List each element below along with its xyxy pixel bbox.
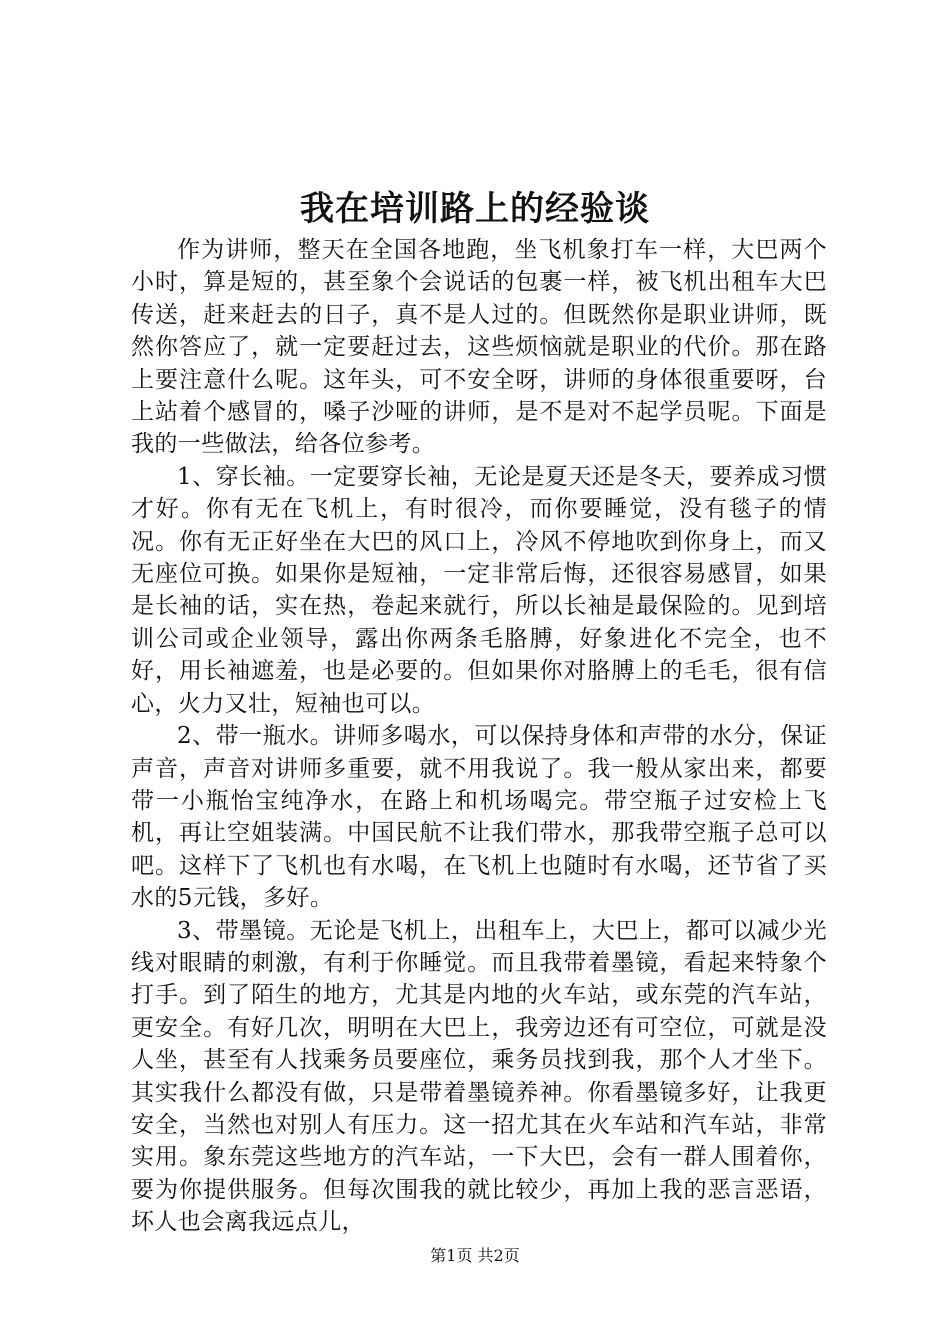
paragraph-long-sleeves: 1、穿长袖。一定要穿长袖，无论是夏天还是冬天，要养成习惯才好。你有无在飞机上，有时很冷，而你要睡觉，没有毯子的情况。你有无正好坐在大巴的风口上，冷风不停地吹到你身上，而又无座位可换。如果你是短袖，一定非常后悔，还很容易感冒，如果是长袖的话，实在热，卷起来就行，所以长袖是最保险的。见到培训公司或企业领导，露出你两条毛胳膊，好象进化不完全，也不好，用长袖遮羞，也是必要的。但如果你对胳膊上的毛毛，很有信心，火力又壮，短袖也可以。 <box>131 463 827 717</box>
paragraph-sunglasses: 3、带墨镜。无论是飞机上，出租车上，大巴上，都可以减少光线对眼睛的刺激，有利于你睡觉。而且我带着墨镜，看起来特象个打手。到了陌生的地方，尤其是内地的火车站，或东莞的汽车站，更安全。有好几次，明明在大巴上，我旁边还有可空位，可就是没人坐，甚至有人找乘务员要座位，乘务员找到我，那个人才坐下。其实我什么都没有做，只是带着墨镜养神。你看墨镜多好，让我更安全，当然也对别人有压力。这一招尤其在火车站和汽车站，非常实用。象东莞这些地方的汽车站，一下大巴，会有一群人围着你，要为你提供服务。但每次围我的就比较少，再加上我的恶言恶语，坏人也会离我远点儿， <box>131 917 827 1236</box>
page-number: 第1页 <box>430 1246 473 1265</box>
paragraph-intro: 作为讲师，整天在全国各地跑，坐飞机象打车一样，大巴两个小时，算是短的，甚至象个会说话的包裹一样，被飞机出租车大巴传送，赶来赶去的日子，真不是人过的。但既然你是职业讲师，既然你答应了，就一定要赶过去，这些烦恼就是职业的代价。那在路上要注意什么呢。这年头，可不安全呀，讲师的身体很重要呀，台上站着个感冒的，嗓子沙哑的讲师，是不是对不起学员呢。下面是我的一些做法，给各位参考。 <box>131 237 827 458</box>
paragraph-water-bottle: 2、带一瓶水。讲师多喝水，可以保持身体和声带的水分，保证声音，声音对讲师多重要，就不用我说了。我一般从家出来，都要带一小瓶怡宝纯净水，在路上和机场喝完。带空瓶子过安检上飞机，再让空姐装满。中国民航不让我们带水，那我带空瓶子总可以吧。这样下了飞机也有水喝，在飞机上也随时有水喝，还节省了买水的5元钱，多好。 <box>131 723 827 912</box>
document-title: 我在培训路上的经验谈 <box>300 189 650 229</box>
page-footer <box>0 1244 950 1268</box>
document-body <box>131 234 827 1239</box>
page-total: 共2页 <box>477 1246 520 1265</box>
